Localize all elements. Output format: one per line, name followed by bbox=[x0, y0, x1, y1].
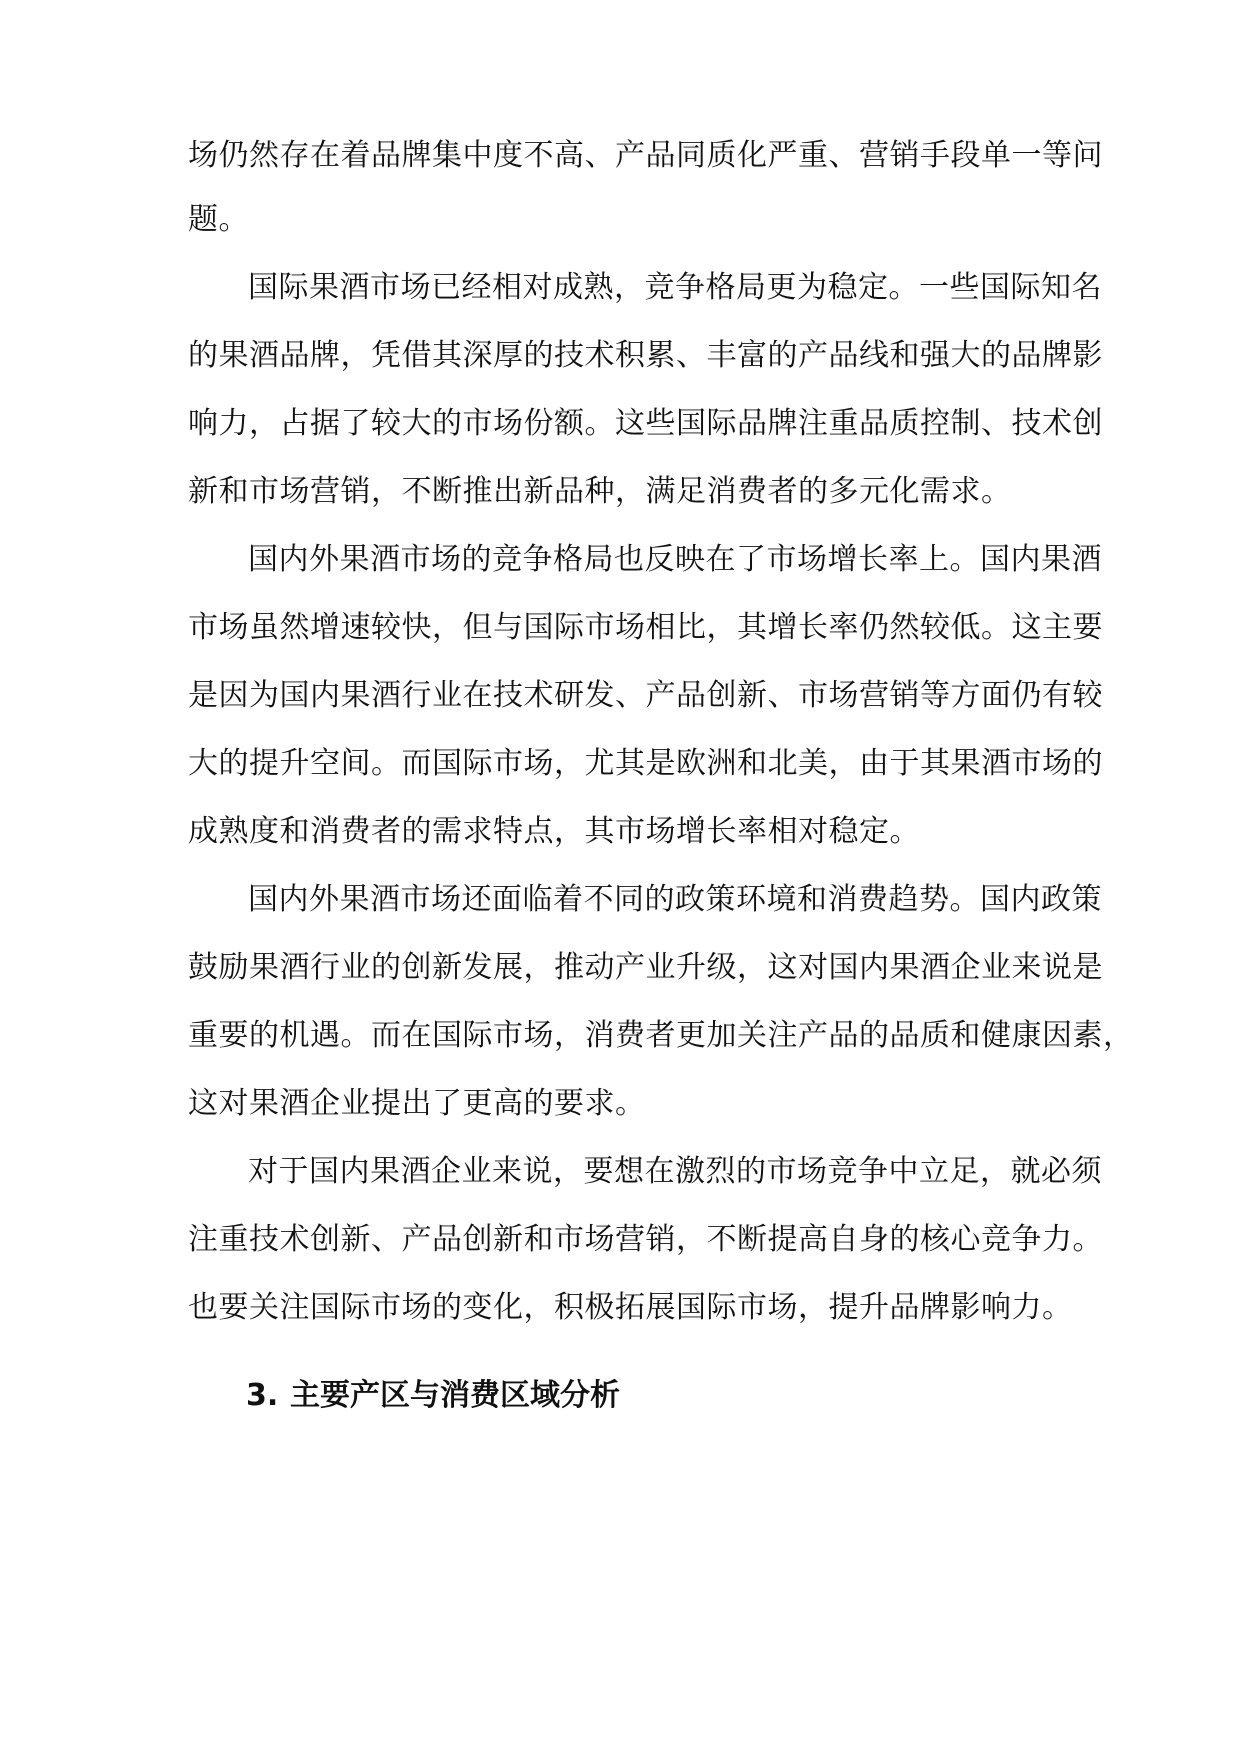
paragraph-line: 国内外果酒市场还面临着不同的政策环境和消费趋势。国内政策 bbox=[248, 882, 1102, 917]
paragraph-line: 新和市场营销，不断推出新品种，满足消费者的多元化需求。 bbox=[188, 474, 1012, 509]
paragraph-line: 成熟度和消费者的需求特点，其市场增长率相对稳定。 bbox=[188, 814, 920, 849]
paragraph-line: 市场虽然增速较快，但与国际市场相比，其增长率仍然较低。这主要 bbox=[188, 610, 1103, 645]
section-number: 3. bbox=[246, 1378, 279, 1413]
paragraph-line: 的果酒品牌，凭借其深厚的技术积累、丰富的产品线和强大的品牌影 bbox=[188, 338, 1103, 373]
paragraph-line: 这对果酒企业提出了更高的要求。 bbox=[188, 1086, 646, 1121]
paragraph-line: 对于国内果酒企业来说，要想在激烈的市场竞争中立足，就必须 bbox=[248, 1154, 1102, 1189]
paragraph-line: 国际果酒市场已经相对成熟，竞争格局更为稳定。一些国际知名 bbox=[248, 270, 1102, 305]
paragraph-line: 题。 bbox=[188, 202, 249, 237]
paragraph-line: 注重技术创新、产品创新和市场营销，不断提高自身的核心竞争力。 bbox=[188, 1222, 1103, 1257]
paragraph-line: 也要关注国际市场的变化，积极拓展国际市场，提升品牌影响力。 bbox=[188, 1290, 1073, 1325]
paragraph-line: 鼓励果酒行业的创新发展，推动产业升级，这对国内果酒企业来说是 bbox=[188, 950, 1103, 985]
paragraph-line: 场仍然存在着品牌集中度不高、产品同质化严重、营销手段单一等问 bbox=[188, 138, 1103, 173]
section-title: 主要产区与消费区域分析 bbox=[290, 1378, 620, 1413]
paragraph-line: 响力，占据了较大的市场份额。这些国际品牌注重品质控制、技术创 bbox=[188, 406, 1103, 441]
section-heading bbox=[246, 1376, 620, 1416]
paragraph-line: 国内外果酒市场的竞争格局也反映在了市场增长率上。国内果酒 bbox=[248, 542, 1102, 577]
paragraph-line: 是因为国内果酒行业在技术研发、产品创新、市场营销等方面仍有较 bbox=[188, 678, 1103, 713]
paragraph-line: 大的提升空间。而国际市场，尤其是欧洲和北美，由于其果酒市场的 bbox=[188, 746, 1103, 781]
paragraph-line: 重要的机遇。而在国际市场，消费者更加关注产品的品质和健康因素， bbox=[188, 1018, 1134, 1053]
